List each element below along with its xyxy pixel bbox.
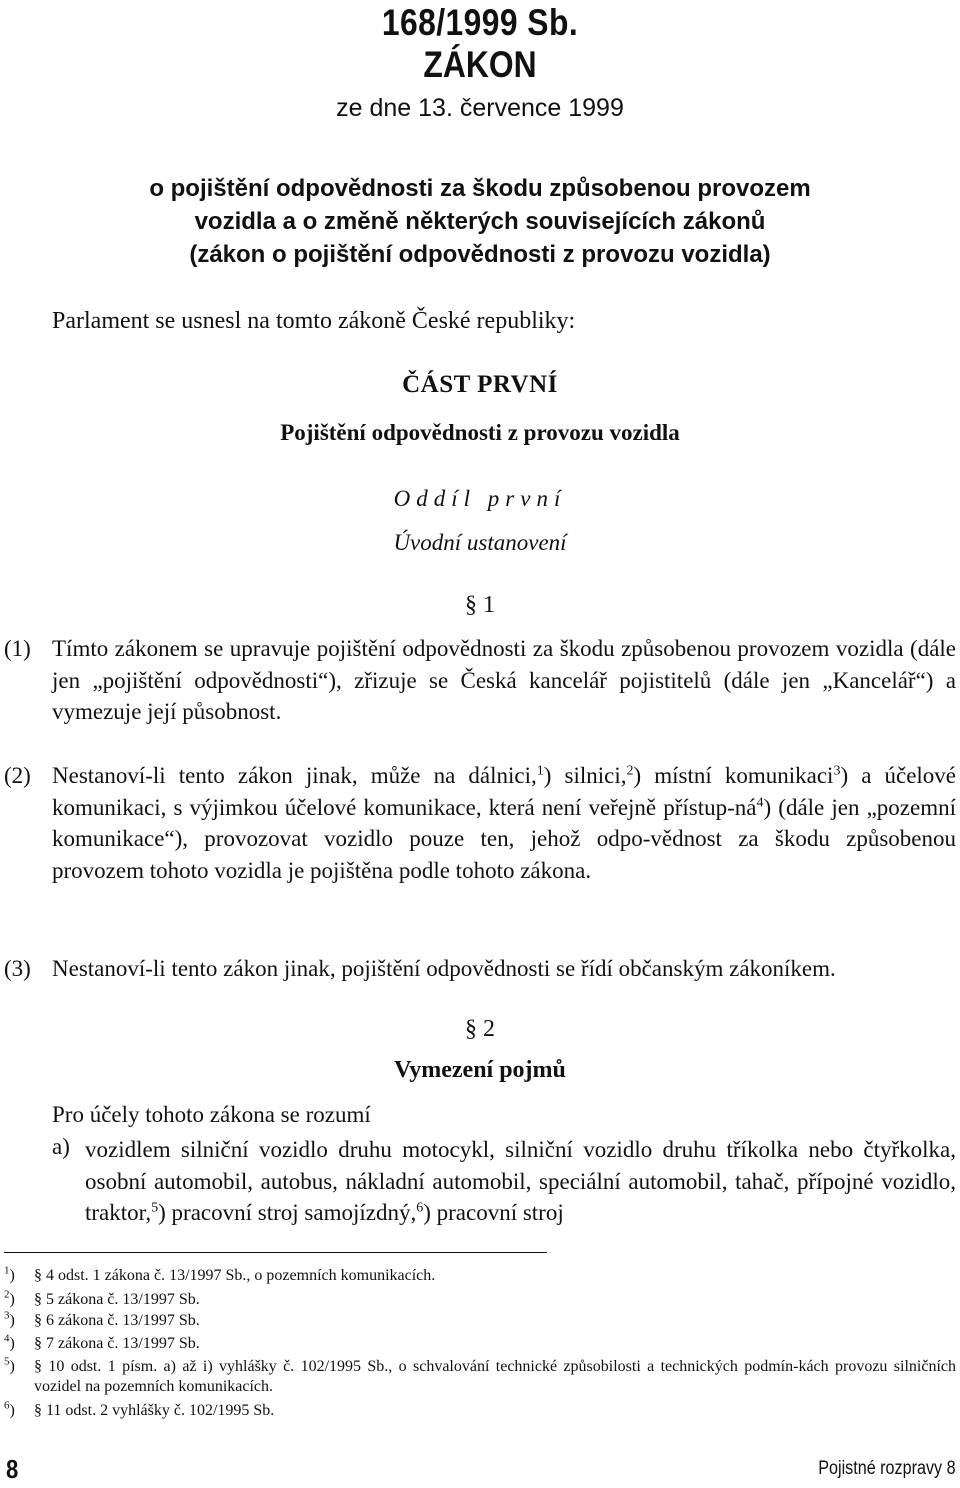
footnote-ref: 2 <box>626 763 634 779</box>
footnote-mark: 3 <box>4 1309 10 1322</box>
footnote-text: § 5 zákona č. 13/1997 Sb. <box>34 1291 200 1308</box>
division-heading: Oddíl první <box>393 486 567 511</box>
paragraph-number: (3) <box>4 956 31 981</box>
law-title-line: vozidla a o změně některých souvisejících zákonů <box>194 208 766 235</box>
paragraph: Nestanoví-li tento zákon jinak, pojištění odpovědnosti se řídí občanským zákoníkem. <box>52 956 836 981</box>
definitions-intro: Pro účely tohoto zákona se rozumí <box>52 1102 371 1127</box>
footnote-text: § 11 odst. 2 vyhlášky č. 102/1995 Sb. <box>34 1402 275 1419</box>
footnote: $^2$) § 5 zákona č. 13/1997 Sb. <box>4 1290 956 1310</box>
law-title-line: (zákon o pojištění odpovědnosti z provozu vozidla) <box>189 241 771 268</box>
footnote: $^6$) § 11 odst. 2 vyhlášky č. 102/1995 Sb. <box>4 1401 956 1421</box>
footnote-text: § 7 zákona č. 13/1997 Sb. <box>34 1335 200 1352</box>
footnote: $^3$) § 6 zákona č. 13/1997 Sb. <box>4 1311 956 1331</box>
footnote-mark: 5 <box>4 1355 10 1368</box>
part-title: Pojištění odpovědnosti z provozu vozidla <box>280 420 680 445</box>
footnote: $^5$) § 10 odst. 1 písm. a) až i) vyhlášky č. 102/1995 Sb., o schvalování technické způsobilosti a technických podmín-kách provozu silničních vozidel na pozemních komunikacích. <box>4 1355 956 1395</box>
footnote-ref: 5 <box>151 1200 159 1216</box>
list-item: vozidlem silniční vozidlo druhu motocykl, silniční vozidlo druhu tříkolka nebo čtyřkolka, osobní automobil, autobus, nákladní automobil, speciální automobil, tahač, přípojné vozidlo, traktor,$^5$) pracovní stroj samojízdný,$^6$) pracovní stroj <box>85 1137 956 1225</box>
paragraph-number: (1) <box>4 636 31 661</box>
footnote-mark: 6 <box>4 1399 10 1412</box>
paragraph: Nestanoví-li tento zákon jinak, může na dálnici,$^1$) silnici,$^2$) místní komunikaci$^3$) a účelové komunikaci, s výjimkou účelové komunikace, která není veřejně přístup-$ná^4$) (dále jen „pozemní komunikace“), provozovat vozidlo pouze ten, jehož odpo-vědnost za škodu způsobenou provozem tohoto vozidla je pojištěna podle tohoto zákona. <box>52 763 957 883</box>
law-number: 168/1999 Sb. <box>381 2 579 43</box>
division-title: Úvodní ustanovení <box>393 530 567 555</box>
footnote-divider <box>4 1252 547 1253</box>
footnote-ref: 3 <box>833 763 841 779</box>
law-type: ZÁKON <box>423 44 537 85</box>
law-title-line: o pojištění odpovědnosti za škodu způsobenou provozem <box>149 175 811 202</box>
enacting-clause: Parlament se usnesl na tomto zákoně České republiky: <box>52 308 576 334</box>
footnote-text: § 4 odst. 1 zákona č. 13/1997 Sb., o pozemních komunikacích. <box>34 1267 436 1284</box>
footnote-ref: 1 <box>536 763 544 779</box>
section-heading: § 1 <box>465 592 495 618</box>
footnote: $^4$) § 7 zákona č. 13/1997 Sb. <box>4 1334 956 1354</box>
section-title: Vymezení pojmů <box>394 1057 566 1083</box>
part-heading: ČÁST PRVNÍ <box>402 371 558 398</box>
law-date: ze dne 13. července 1999 <box>336 94 624 122</box>
footnote: $^1$) § 4 odst. 1 zákona č. 13/1997 Sb., o pozemních komunikacích. <box>4 1266 956 1286</box>
paragraph: Tímto zákonem se upravuje pojištění odpovědnosti za škodu způsobenou provozem vozidla (dále jen „pojištění odpovědnosti“), zřizuje se Česká kancelář pojistitelů (dále jen „Kancelář“) a vymezuje její působnost. <box>52 636 956 724</box>
footnote-mark: 2 <box>4 1288 10 1301</box>
section-heading: § 2 <box>465 1016 495 1042</box>
footnote-text: § 10 odst. 1 písm. a) až i) vyhlášky č. 102/1995 Sb., o schvalování technické způsobilosti a technických podmín-kách provozu silničních vozidel na pozemních komunikacích. <box>34 1358 956 1395</box>
footnote-text: § 6 zákona č. 13/1997 Sb. <box>34 1312 200 1329</box>
paragraph-number: (2) <box>4 763 31 788</box>
page-number: 8 <box>6 1454 19 1484</box>
journal-name: Pojistné rozpravy 8 <box>818 1458 956 1479</box>
footnote-mark: 1 <box>4 1264 10 1277</box>
footnote-ref: 6 <box>416 1200 424 1216</box>
footnote-ref: 4 <box>756 794 764 810</box>
footnote-mark: 4 <box>4 1332 10 1345</box>
list-item-label: a) <box>52 1134 70 1159</box>
